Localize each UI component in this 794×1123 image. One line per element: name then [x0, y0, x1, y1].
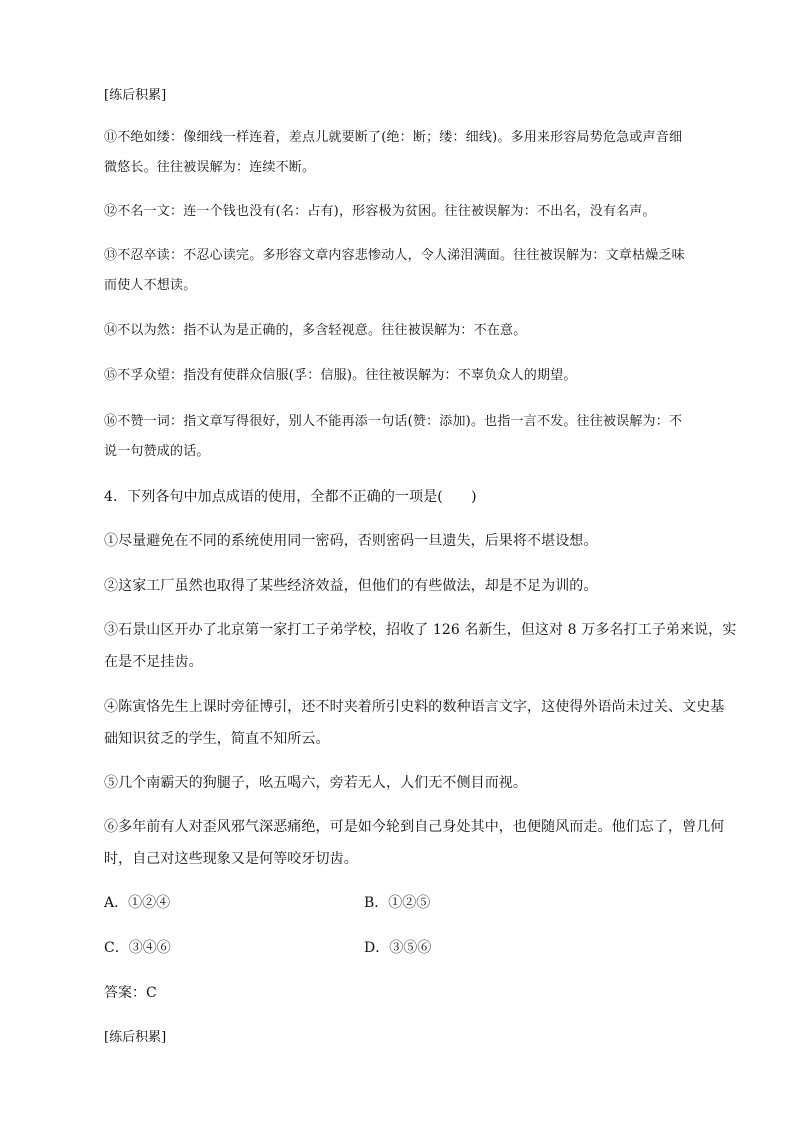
idiom-note-16-line-1: ⑯不赞一词：指文章写得很好，别人不能再添一句话(赞：添加)。也指一言不发。往往被误解为：不 — [104, 414, 683, 429]
idiom-note-13-line-1: ⑬不忍卒读：不忍心读完。多形容文章内容悲惨动人，令人涕泪满面。往往被误解为：文章枯燥乏味 — [104, 248, 685, 263]
idiom-note-14: ⑭不以为然：指不认为是正确的，多含轻视意。往往被误解为：不在意。 — [104, 323, 527, 338]
idiom-note-11-line-2: 微悠长。往往被误解为：连续不断。 — [104, 160, 316, 175]
idiom-note-13-line-2: 而使人不想读。 — [104, 278, 197, 293]
idiom-note-11-line-1: ⑪不绝如缕：像细线一样连着，差点儿就要断了(绝：断；缕：细线)。多用来形容局势危急或声音细 — [104, 130, 683, 145]
option-b: B．①②⑤ — [364, 895, 431, 911]
sentence-5: ⑤几个南霸天的狗腿子，吆五喝六，旁若无人，人们无不侧目而视。 — [104, 775, 527, 791]
sentence-6-line-1: ⑥多年前有人对歪风邪气深恶痛绝，可是如今轮到自己身处其中，也便随风而走。他们忘了，曾几何 — [104, 819, 725, 835]
idiom-note-12: ⑫不名一文：连一个钱也没有(名：占有)，形容极为贫困。往往被误解为：不出名，没有名声。 — [104, 204, 656, 219]
section-heading-2: [练后积累] — [104, 1030, 167, 1045]
sentence-4-line-2: 础知识贫乏的学生，简直不知所云。 — [104, 731, 330, 747]
question-stem: 4．下列各句中加点成语的使用，全都不正确的一项是( ) — [104, 489, 477, 505]
section-heading: [练后积累] — [104, 88, 167, 103]
sentence-3-line-1: ③石景山区开办了北京第一家打工子弟学校，招收了 126 名新生，但这对 8 万多名打工子弟来说，实 — [104, 622, 737, 638]
sentence-2: ②这家工厂虽然也取得了某些经济效益，但他们的有些做法，却是不足为训的。 — [104, 578, 598, 594]
answer-line: 答案：C — [104, 985, 157, 1001]
sentence-1: ①尽量避免在不同的系统使用同一密码，否则密码一旦遗失，后果将不堪设想。 — [104, 533, 598, 549]
option-c: C．③④⑥ — [104, 940, 171, 956]
sentence-6-line-2: 时，自己对这些现象又是何等咬牙切齿。 — [104, 851, 358, 867]
idiom-note-15: ⑮不孚众望：指没有使群众信服(孚：信服)。往往被误解为：不辜负众人的期望。 — [104, 368, 577, 383]
idiom-note-16-line-2: 说一句赞成的话。 — [104, 444, 210, 459]
option-a: A．①②④ — [104, 895, 171, 911]
sentence-4-line-1: ④陈寅恪先生上课时旁征博引，还不时夹着所引史料的数种语言文字，这使得外语尚未过关、文史基 — [104, 699, 725, 715]
sentence-3-line-2: 在是不足挂齿。 — [104, 654, 203, 670]
option-d: D．③⑤⑥ — [364, 940, 432, 956]
